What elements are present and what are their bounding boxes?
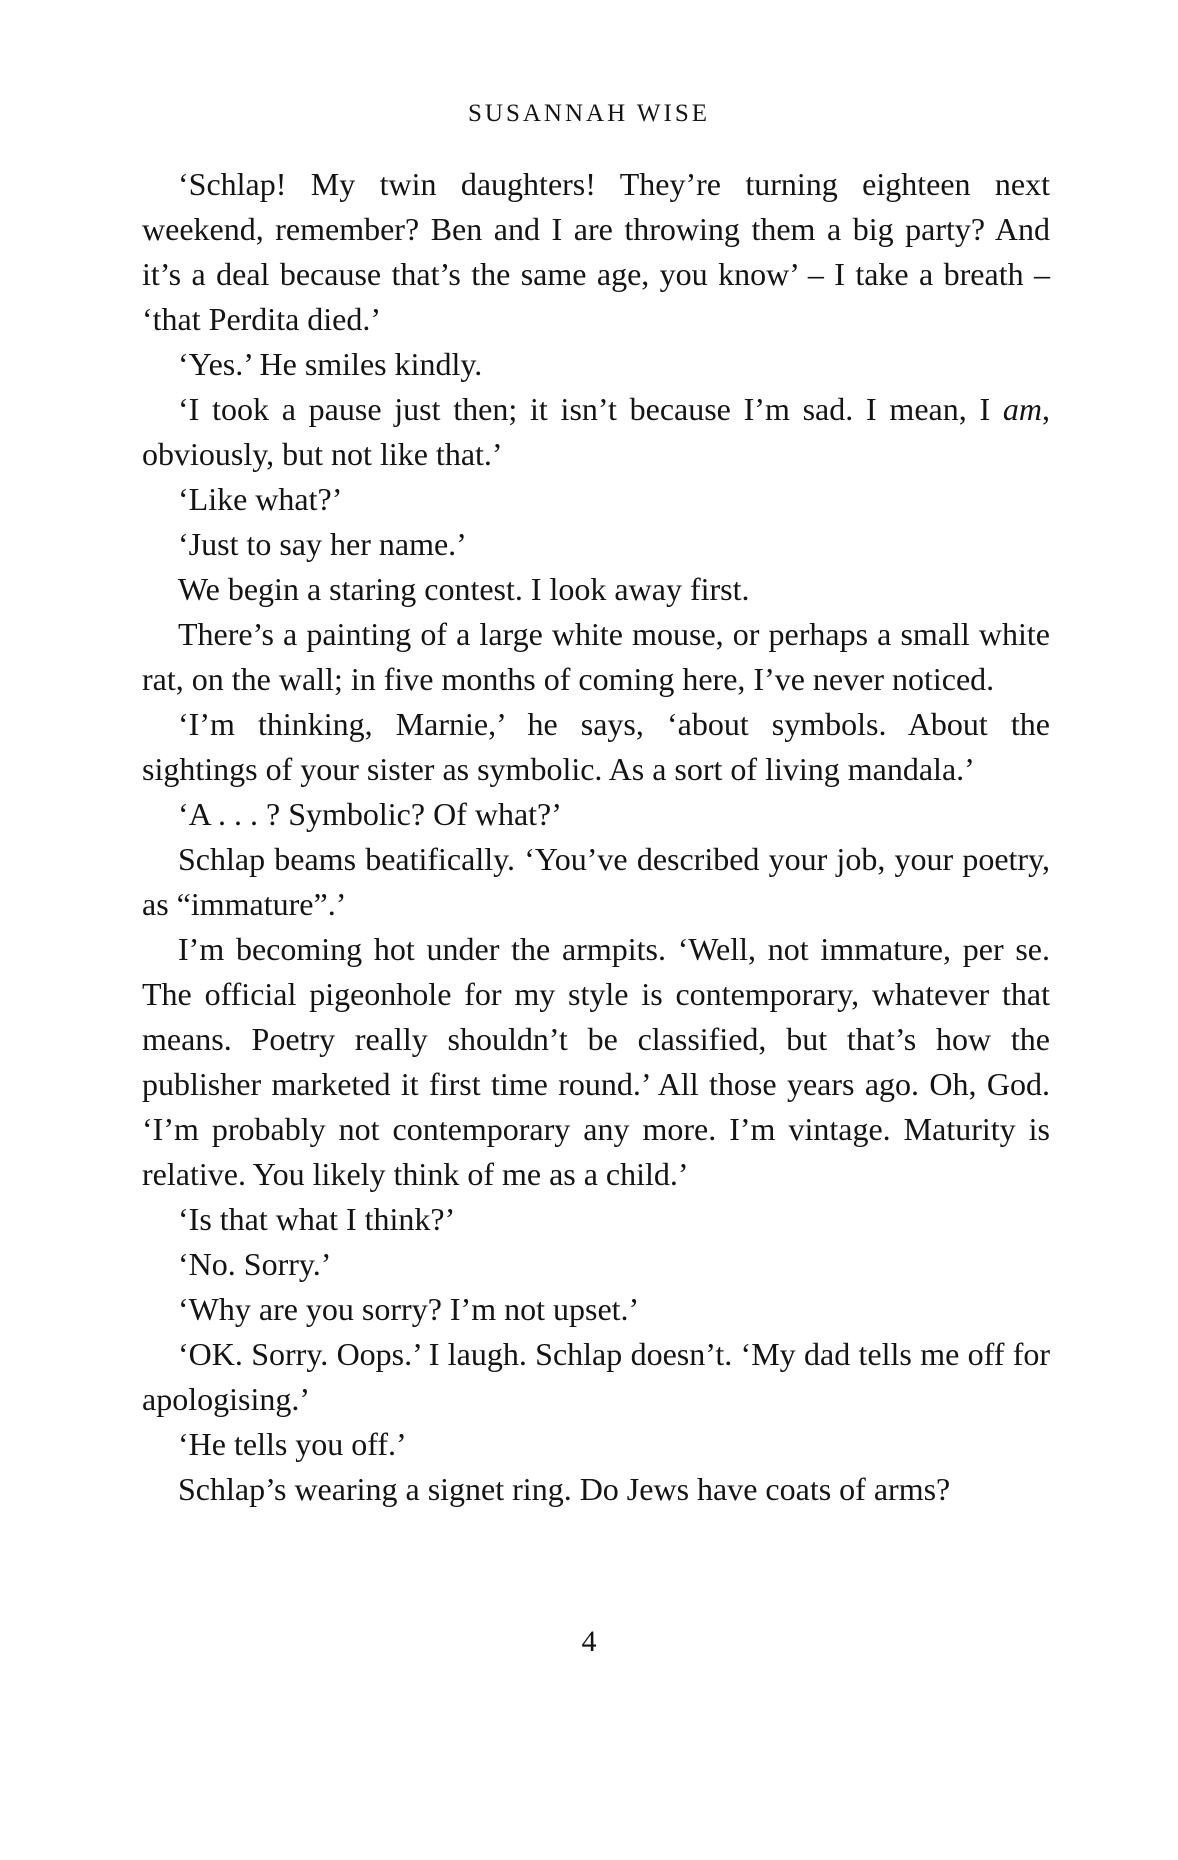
paragraph: Schlap beams beatifically. ‘You’ve described your job, your poetry, as “immature”.’ — [142, 841, 1050, 922]
paragraph: There’s a painting of a large white mouse, or perhaps a small white rat, on the wall; in five months of coming here, I’ve never noticed. — [142, 616, 1050, 697]
paragraph: ‘Like what?’ — [178, 481, 343, 517]
paragraph: ‘A . . . ? Symbolic? Of what?’ — [178, 796, 562, 832]
body-text — [142, 162, 1050, 1512]
paragraph: ‘Yes.’ He smiles kindly. — [178, 346, 483, 382]
paragraph: I’m becoming hot under the armpits. ‘Well, not immature, per se. The official pigeonhole for my style is contemporary, whatever that means. Poetry really shouldn’t be classified, but that’s how the publisher marketed it first time round.’ All those years ago. Oh, God. ‘I’m probably not contemporary any more. I’m vintage. Maturity is relative. You likely think of me as a child.’ — [142, 931, 1050, 1192]
emphasis-text: am — [1002, 391, 1042, 427]
paragraph: Schlap’s wearing a signet ring. Do Jews have coats of arms? — [178, 1471, 951, 1507]
paragraph: ‘Is that what I think?’ — [178, 1201, 456, 1237]
paragraph-text: , obviously, but not like that.’ — [142, 391, 1050, 472]
paragraph: ‘Why are you sorry? I’m not upset.’ — [178, 1291, 640, 1327]
paragraph: ‘He tells you off.’ — [178, 1426, 407, 1462]
paragraph-text: ‘I took a pause just then; it isn’t because I’m sad. I mean, I — [178, 391, 1003, 427]
paragraph: We begin a staring contest. I look away first. — [178, 571, 750, 607]
running-head: SUSANNAH WISE — [467, 100, 711, 127]
paragraph: ‘OK. Sorry. Oops.’ I laugh. Schlap doesn’t. ‘My dad tells me off for apologising.’ — [142, 1336, 1050, 1417]
paragraph — [142, 387, 1050, 477]
paragraph: ‘No. Sorry.’ — [178, 1246, 332, 1282]
paragraph: ‘I’m thinking, Marnie,’ he says, ‘about symbols. About the sightings of your sister as symbolic. As a sort of living mandala.’ — [142, 706, 1050, 787]
paragraph: ‘Schlap! My twin daughters! They’re turning eighteen next weekend, remember? Ben and I are throwing them a big party? And it’s a deal because that’s the same age, you know’ – I take a breath – ‘that Perdita died.’ — [142, 166, 1050, 337]
page-number: 4 — [581, 1625, 597, 1658]
paragraph: ‘Just to say her name.’ — [178, 526, 467, 562]
